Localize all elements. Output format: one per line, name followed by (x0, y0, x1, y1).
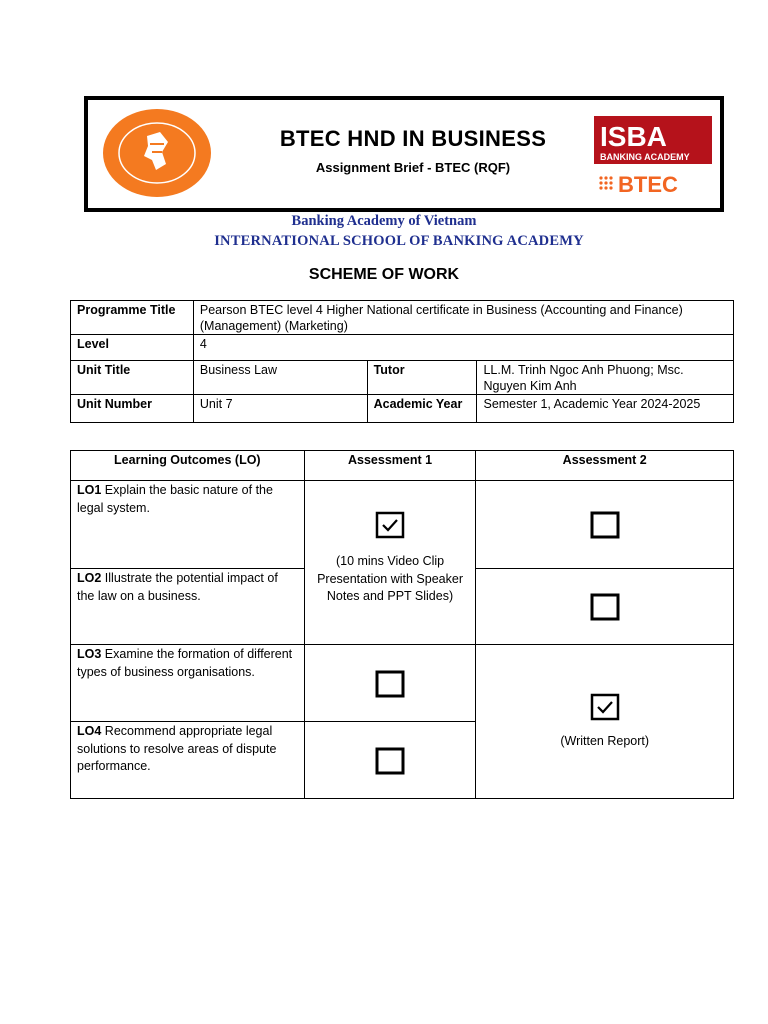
document-title: SCHEME OF WORK (308, 266, 460, 283)
lo1-code: LO1 (77, 483, 102, 497)
svg-text:BANKING ACADEMY: BANKING ACADEMY (600, 152, 690, 162)
unit-title-label: Unit Title (71, 361, 194, 395)
lo2-code: LO2 (77, 571, 102, 585)
table-row (71, 645, 734, 722)
empty-checkbox-icon (590, 593, 620, 621)
svg-text:ISBA: ISBA (600, 121, 667, 152)
banking-academy-seal-logo (102, 108, 212, 198)
unit-title-value: Business Law (193, 361, 367, 395)
assessment-1-note: (10 mins Video Clip Presentation with Speaker Notes and PPT Slides) (317, 554, 463, 603)
lo4-text: Recommend appropriate legal solutions to resolve areas of dispute performance. (77, 724, 277, 773)
lo3-cell (71, 645, 305, 722)
btec-logo (596, 170, 706, 196)
svg-text:BTEC: BTEC (618, 172, 678, 196)
assessment-2-lo1-cell (476, 481, 734, 569)
banner-title: BTEC HND IN BUSINESS (279, 126, 547, 151)
lo4-cell (71, 722, 305, 799)
assessment-1-lo4-cell (304, 722, 476, 799)
assessment-2-lo2-cell (476, 569, 734, 645)
assessment-2-lo3-lo4-cell (476, 645, 734, 799)
lo1-text: Explain the basic nature of the legal system. (77, 483, 273, 515)
empty-checkbox-icon (375, 670, 405, 698)
assessment-1-lo1-lo2-cell (304, 481, 476, 645)
academic-year-value: Semester 1, Academic Year 2024-2025 (477, 395, 734, 423)
isba-logo (594, 116, 712, 164)
empty-checkbox-icon (590, 511, 620, 539)
school-name-line1: Banking Academy of Vietnam (291, 213, 477, 229)
table-row (71, 301, 734, 335)
programme-title-label: Programme Title (71, 301, 194, 335)
table-row (71, 481, 734, 569)
empty-checkbox-icon (375, 747, 405, 775)
table-header-row (71, 451, 734, 481)
lo3-code: LO3 (77, 647, 102, 661)
lo1-cell (71, 481, 305, 569)
programme-info-table (70, 300, 734, 423)
programme-title-value: Pearson BTEC level 4 Higher National certificate in Business (Accounting and Finance) (Management) (Marketing) (193, 301, 733, 335)
lo3-text: Examine the formation of different types of business organisations. (77, 647, 293, 679)
table-row (71, 361, 734, 395)
unit-number-label: Unit Number (71, 395, 194, 423)
banner-subtitle: Assignment Brief - BTEC (RQF) (315, 160, 511, 175)
school-name-line2: INTERNATIONAL SCHOOL OF BANKING ACADEMY (214, 233, 584, 249)
level-value: 4 (193, 335, 733, 361)
header-learning-outcomes: Learning Outcomes (LO) (71, 451, 305, 481)
header-assessment-2: Assessment 2 (476, 451, 734, 481)
checked-checkbox-icon (375, 511, 405, 539)
tutor-value: LL.M. Trinh Ngoc Anh Phuong; Msc. Nguyen Kim Anh (477, 361, 734, 395)
lo2-cell (71, 569, 305, 645)
academic-year-label: Academic Year (367, 395, 477, 423)
header-assessment-1: Assessment 1 (304, 451, 476, 481)
unit-number-value: Unit 7 (193, 395, 367, 423)
level-label: Level (71, 335, 194, 361)
tutor-label: Tutor (367, 361, 477, 395)
table-row (71, 335, 734, 361)
header-banner (84, 96, 724, 212)
learning-outcomes-table (70, 450, 734, 799)
lo4-code: LO4 (77, 724, 102, 738)
assessment-1-lo3-cell (304, 645, 476, 722)
checked-checkbox-icon (590, 693, 620, 721)
table-row (71, 395, 734, 423)
lo2-text: Illustrate the potential impact of the law on a business. (77, 571, 278, 603)
assessment-2-note: (Written Report) (560, 734, 650, 749)
